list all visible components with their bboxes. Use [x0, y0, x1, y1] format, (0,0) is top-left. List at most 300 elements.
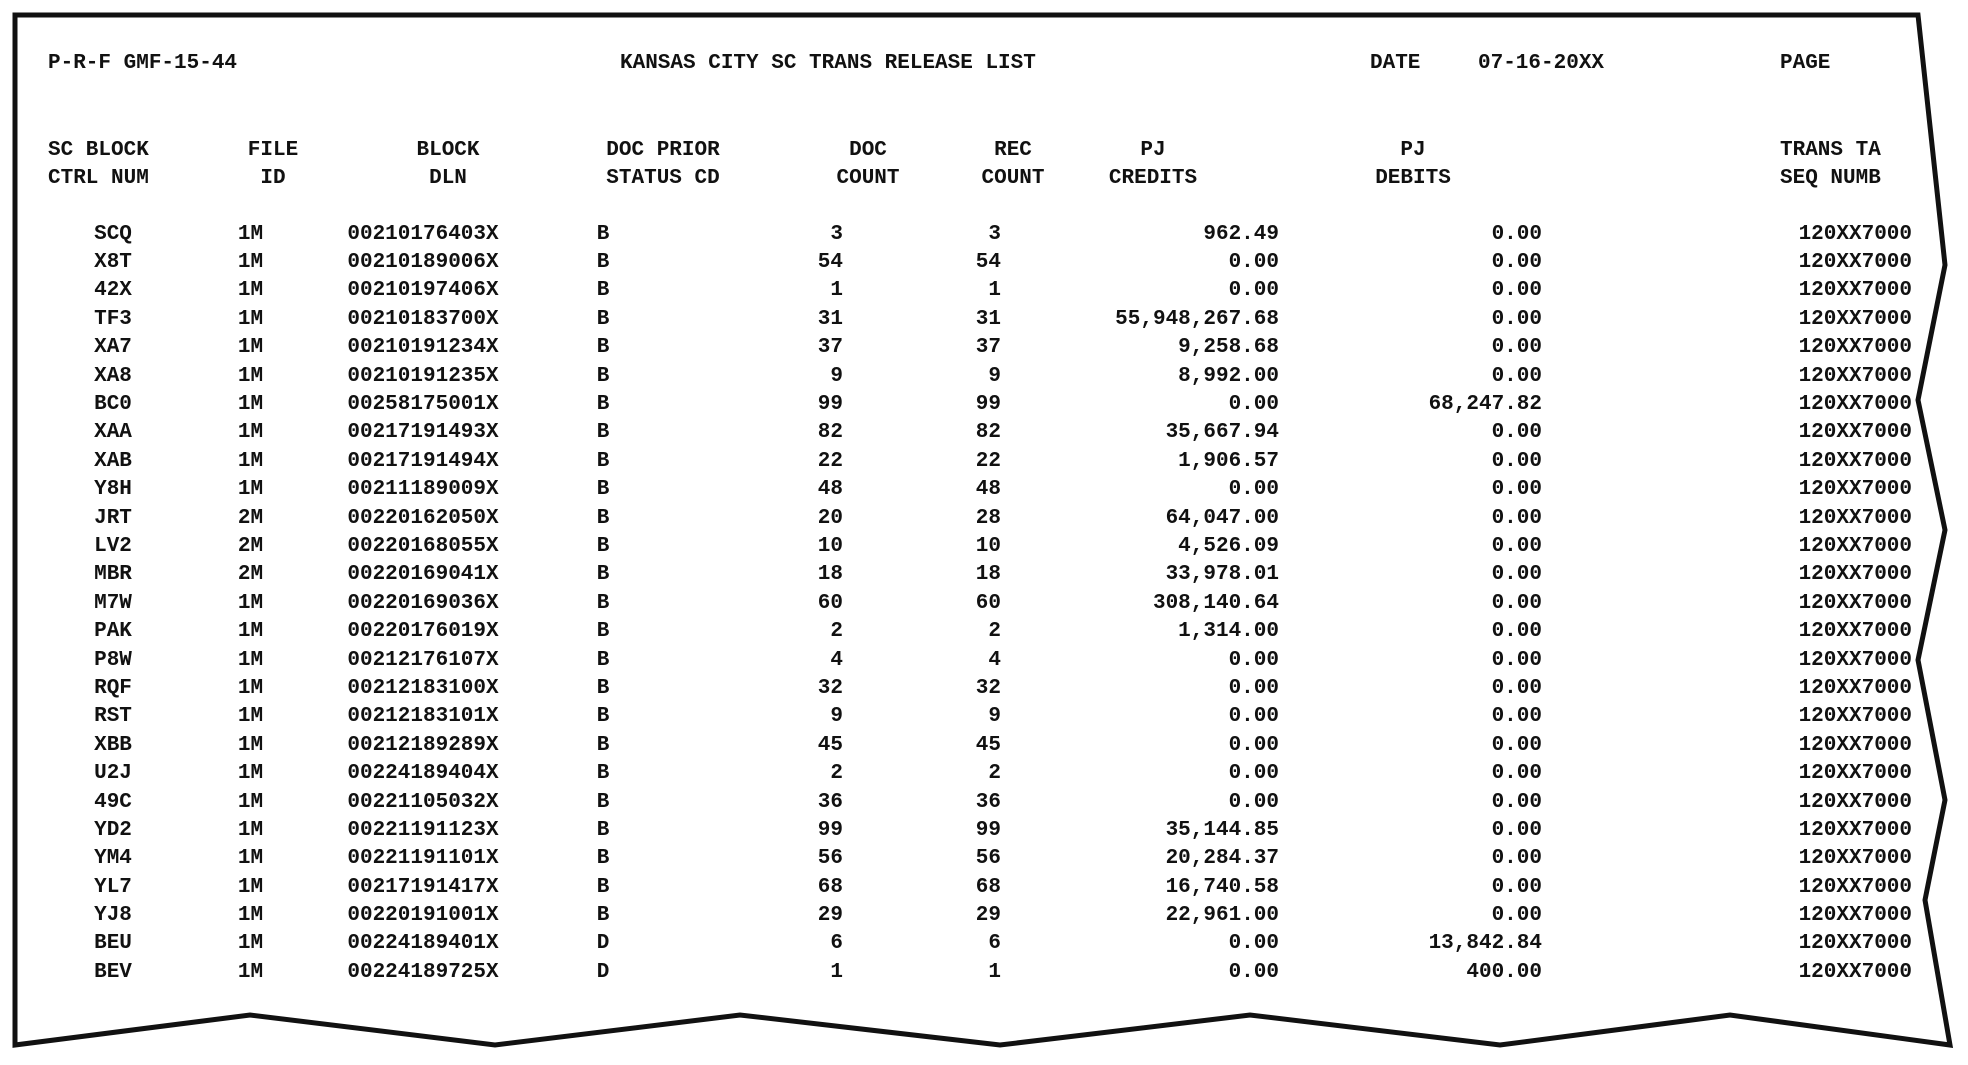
date-value: 07-16-20XX [1478, 52, 1605, 75]
cell-block-dln: 00210183700X [347, 307, 499, 331]
cell-pj-debits: 0.00 [1491, 279, 1542, 303]
cell-block-dln: 00220191001X [347, 904, 499, 928]
cell-block-dln: 00224189725X [347, 960, 499, 984]
cell-status-cd: B [596, 762, 610, 786]
cell-doc-count: 37 [817, 336, 843, 360]
cell-pj-debits: 0.00 [1491, 307, 1542, 331]
cell-doc-count: 68 [817, 875, 843, 899]
table-row [48, 419, 1912, 447]
cell-pj-credits: 8,992.00 [1178, 364, 1279, 388]
cell-block-dln: 00220169041X [347, 563, 499, 587]
cell-block-dln: 00221105032X [347, 790, 499, 814]
cell-pj-debits: 0.00 [1491, 534, 1542, 558]
cell-doc-count: 31 [817, 307, 843, 331]
cell-block-dln: 00212189289X [347, 733, 499, 757]
cell-rec-count: 37 [975, 336, 1001, 360]
cell-ctrl-num: RQF [94, 676, 132, 700]
cell-rec-count: 29 [975, 904, 1001, 928]
cell-ctrl-num: PAK [94, 620, 132, 644]
cell-seq-numb: 120XX7000 [1798, 279, 1912, 303]
column-header-rec-count [938, 137, 1088, 193]
table-row [48, 561, 1912, 589]
cell-file-id: 1M [237, 818, 264, 842]
cell-pj-credits: 0.00 [1228, 960, 1279, 984]
cell-block-dln: 00220168055X [347, 534, 499, 558]
cell-seq-numb: 120XX7000 [1798, 307, 1912, 331]
column-header-block-dln [348, 137, 548, 193]
table-row [48, 390, 1912, 418]
cell-rec-count: 31 [975, 307, 1001, 331]
cell-pj-credits: 0.00 [1228, 648, 1279, 672]
cell-pj-credits: 0.00 [1228, 705, 1279, 729]
cell-status-cd: B [596, 421, 610, 445]
cell-doc-count: 60 [817, 591, 843, 615]
cell-status-cd: B [596, 307, 610, 331]
column-header-line1: DOC PRIOR [606, 139, 720, 162]
cell-ctrl-num: YL7 [94, 875, 132, 899]
table-row [48, 305, 1912, 333]
cell-file-id: 1M [237, 336, 264, 360]
cell-seq-numb: 120XX7000 [1798, 506, 1912, 530]
cell-pj-credits: 0.00 [1228, 393, 1279, 417]
cell-block-dln: 00212176107X [347, 648, 499, 672]
table-row [48, 845, 1912, 873]
cell-pj-debits: 13,842.84 [1428, 932, 1542, 956]
cell-seq-numb: 120XX7000 [1798, 705, 1912, 729]
cell-rec-count: 3 [988, 222, 1001, 246]
table-row [48, 504, 1912, 532]
cell-block-dln: 00217191493X [347, 421, 499, 445]
column-header-line2: COUNT [981, 167, 1045, 190]
cell-status-cd: B [596, 534, 610, 558]
cell-seq-numb: 120XX7000 [1798, 421, 1912, 445]
cell-status-cd: B [596, 875, 610, 899]
cell-doc-count: 3 [830, 222, 843, 246]
cell-pj-debits: 0.00 [1491, 705, 1542, 729]
cell-rec-count: 10 [975, 534, 1001, 558]
cell-seq-numb: 120XX7000 [1798, 222, 1912, 246]
cell-file-id: 1M [237, 279, 264, 303]
column-header-line1: BLOCK [416, 139, 480, 162]
cell-rec-count: 60 [975, 591, 1001, 615]
cell-status-cd: B [596, 506, 610, 530]
cell-file-id: 1M [237, 421, 264, 445]
column-header-line2: COUNT [836, 167, 900, 190]
cell-rec-count: 32 [975, 676, 1001, 700]
cell-pj-credits: 1,906.57 [1178, 449, 1279, 473]
column-header-line1: REC [994, 139, 1032, 162]
cell-pj-credits: 4,526.09 [1178, 534, 1279, 558]
column-header-line1: DOC [849, 139, 887, 162]
cell-file-id: 1M [237, 251, 264, 275]
cell-pj-debits: 0.00 [1491, 222, 1542, 246]
table-row [48, 788, 1912, 816]
cell-rec-count: 28 [975, 506, 1001, 530]
cell-file-id: 1M [237, 733, 264, 757]
cell-seq-numb: 120XX7000 [1798, 790, 1912, 814]
column-header-line2: DLN [429, 167, 467, 190]
cell-doc-count: 2 [830, 620, 843, 644]
cell-doc-count: 9 [830, 705, 843, 729]
cell-block-dln: 00217191417X [347, 875, 499, 899]
cell-seq-numb: 120XX7000 [1798, 847, 1912, 871]
cell-status-cd: B [596, 364, 610, 388]
cell-pj-credits: 962.49 [1203, 222, 1279, 246]
cell-file-id: 2M [237, 534, 264, 558]
cell-status-cd: D [596, 932, 610, 956]
cell-ctrl-num: MBR [94, 563, 132, 587]
cell-pj-debits: 68,247.82 [1428, 393, 1542, 417]
cell-seq-numb: 120XX7000 [1798, 534, 1912, 558]
cell-pj-credits: 35,144.85 [1165, 818, 1279, 842]
page-label: PAGE [1780, 52, 1831, 75]
cell-doc-count: 99 [817, 393, 843, 417]
cell-pj-debits: 0.00 [1491, 818, 1542, 842]
report-title: KANSAS CITY SC TRANS RELEASE LIST [620, 52, 1036, 75]
table-row [48, 731, 1912, 759]
cell-seq-numb: 120XX7000 [1798, 336, 1912, 360]
cell-doc-count: 1 [830, 279, 843, 303]
cell-pj-credits: 9,258.68 [1178, 336, 1279, 360]
cell-doc-count: 20 [817, 506, 843, 530]
cell-block-dln: 00221191101X [347, 847, 499, 871]
cell-pj-debits: 0.00 [1491, 733, 1542, 757]
cell-status-cd: B [596, 222, 610, 246]
cell-pj-debits: 0.00 [1491, 904, 1542, 928]
cell-rec-count: 1 [988, 960, 1001, 984]
cell-block-dln: 00224189401X [347, 932, 499, 956]
cell-pj-debits: 0.00 [1491, 847, 1542, 871]
cell-ctrl-num: TF3 [94, 307, 132, 331]
cell-doc-count: 54 [817, 251, 843, 275]
cell-pj-credits: 0.00 [1228, 279, 1279, 303]
cell-seq-numb: 120XX7000 [1798, 904, 1912, 928]
cell-ctrl-num: 42X [94, 279, 132, 303]
cell-block-dln: 00212183100X [347, 676, 499, 700]
cell-ctrl-num: YD2 [94, 818, 132, 842]
cell-block-dln: 00258175001X [347, 393, 499, 417]
cell-ctrl-num: BC0 [94, 393, 132, 417]
cell-rec-count: 48 [975, 478, 1001, 502]
column-header-pj-debits [1338, 137, 1488, 193]
cell-seq-numb: 120XX7000 [1798, 818, 1912, 842]
table-row [48, 646, 1912, 674]
cell-block-dln: 00220176019X [347, 620, 499, 644]
release-list-sheet [48, 40, 1928, 1030]
cell-pj-debits: 0.00 [1491, 563, 1542, 587]
cell-status-cd: B [596, 733, 610, 757]
cell-block-dln: 00210189006X [347, 251, 499, 275]
cell-doc-count: 4 [830, 648, 843, 672]
cell-ctrl-num: BEU [94, 932, 132, 956]
cell-doc-count: 2 [830, 762, 843, 786]
cell-block-dln: 00212183101X [347, 705, 499, 729]
cell-status-cd: B [596, 591, 610, 615]
cell-pj-debits: 0.00 [1491, 364, 1542, 388]
cell-pj-credits: 0.00 [1228, 676, 1279, 700]
cell-block-dln: 00210191235X [347, 364, 499, 388]
cell-pj-debits: 0.00 [1491, 620, 1542, 644]
table-row [48, 362, 1912, 390]
column-header-seq-numb [1780, 137, 1930, 193]
cell-doc-count: 56 [817, 847, 843, 871]
cell-status-cd: D [596, 960, 610, 984]
cell-pj-debits: 0.00 [1491, 251, 1542, 275]
cell-rec-count: 56 [975, 847, 1001, 871]
cell-status-cd: B [596, 705, 610, 729]
cell-pj-credits: 33,978.01 [1165, 563, 1279, 587]
cell-pj-credits: 0.00 [1228, 478, 1279, 502]
cell-pj-debits: 0.00 [1491, 790, 1542, 814]
cell-seq-numb: 120XX7000 [1798, 875, 1912, 899]
cell-pj-debits: 0.00 [1491, 336, 1542, 360]
column-header-line1: SC BLOCK [48, 139, 149, 162]
cell-pj-credits: 0.00 [1228, 251, 1279, 275]
cell-rec-count: 6 [988, 932, 1001, 956]
cell-rec-count: 99 [975, 818, 1001, 842]
cell-seq-numb: 120XX7000 [1798, 960, 1912, 984]
table-row [48, 220, 1912, 248]
table-row [48, 759, 1912, 787]
cell-status-cd: B [596, 847, 610, 871]
cell-file-id: 1M [237, 364, 264, 388]
cell-seq-numb: 120XX7000 [1798, 449, 1912, 473]
cell-seq-numb: 120XX7000 [1798, 932, 1912, 956]
cell-file-id: 1M [237, 222, 264, 246]
cell-status-cd: B [596, 478, 610, 502]
cell-ctrl-num: YJ8 [94, 904, 132, 928]
cell-pj-credits: 0.00 [1228, 932, 1279, 956]
cell-pj-debits: 0.00 [1491, 648, 1542, 672]
cell-doc-count: 6 [830, 932, 843, 956]
column-header-line1: PJ [1140, 139, 1166, 162]
cell-ctrl-num: LV2 [94, 534, 132, 558]
cell-file-id: 2M [237, 563, 264, 587]
cell-ctrl-num: M7W [94, 591, 132, 615]
cell-seq-numb: 120XX7000 [1798, 364, 1912, 388]
cell-seq-numb: 120XX7000 [1798, 762, 1912, 786]
column-header-line2: ID [260, 167, 286, 190]
table-row [48, 873, 1912, 901]
cell-doc-count: 82 [817, 421, 843, 445]
cell-file-id: 1M [237, 705, 264, 729]
cell-file-id: 1M [237, 393, 264, 417]
table-row [48, 958, 1912, 986]
cell-status-cd: B [596, 279, 610, 303]
cell-rec-count: 2 [988, 762, 1001, 786]
cell-block-dln: 00210197406X [347, 279, 499, 303]
cell-pj-credits: 308,140.64 [1152, 591, 1279, 615]
cell-file-id: 1M [237, 478, 264, 502]
table-row [48, 334, 1912, 362]
cell-rec-count: 9 [988, 364, 1001, 388]
cell-file-id: 1M [237, 676, 264, 700]
cell-rec-count: 22 [975, 449, 1001, 473]
cell-rec-count: 82 [975, 421, 1001, 445]
cell-doc-count: 48 [817, 478, 843, 502]
cell-ctrl-num: JRT [94, 506, 132, 530]
cell-status-cd: B [596, 620, 610, 644]
cell-file-id: 1M [237, 875, 264, 899]
table-row [48, 476, 1912, 504]
cell-doc-count: 36 [817, 790, 843, 814]
cell-doc-count: 99 [817, 818, 843, 842]
cell-status-cd: B [596, 563, 610, 587]
cell-seq-numb: 120XX7000 [1798, 478, 1912, 502]
report-code: P-R-F GMF-15-44 [48, 52, 238, 75]
cell-pj-debits: 0.00 [1491, 421, 1542, 445]
cell-pj-credits: 22,961.00 [1165, 904, 1279, 928]
release-table [48, 220, 1912, 987]
cell-seq-numb: 120XX7000 [1798, 563, 1912, 587]
cell-ctrl-num: U2J [94, 762, 132, 786]
cell-seq-numb: 120XX7000 [1798, 591, 1912, 615]
cell-ctrl-num: Y8H [94, 478, 132, 502]
column-header-line2: SEQ NUMB [1780, 167, 1881, 190]
cell-block-dln: 00220162050X [347, 506, 499, 530]
cell-block-dln: 00211189009X [347, 478, 499, 502]
cell-rec-count: 99 [975, 393, 1001, 417]
cell-rec-count: 45 [975, 733, 1001, 757]
cell-file-id: 1M [237, 904, 264, 928]
cell-block-dln: 00210176403X [347, 222, 499, 246]
cell-pj-debits: 400.00 [1466, 960, 1542, 984]
cell-file-id: 1M [237, 449, 264, 473]
cell-status-cd: B [596, 790, 610, 814]
cell-block-dln: 00224189404X [347, 762, 499, 786]
cell-file-id: 1M [237, 307, 264, 331]
cell-file-id: 1M [237, 932, 264, 956]
cell-doc-count: 32 [817, 676, 843, 700]
table-row [48, 816, 1912, 844]
table-row [48, 901, 1912, 929]
cell-pj-credits: 0.00 [1228, 790, 1279, 814]
cell-rec-count: 9 [988, 705, 1001, 729]
cell-rec-count: 2 [988, 620, 1001, 644]
cell-seq-numb: 120XX7000 [1798, 733, 1912, 757]
cell-block-dln: 00217191494X [347, 449, 499, 473]
cell-ctrl-num: XA8 [94, 364, 132, 388]
cell-seq-numb: 120XX7000 [1798, 676, 1912, 700]
cell-ctrl-num: XBB [94, 733, 132, 757]
cell-ctrl-num: SCQ [94, 222, 132, 246]
table-row [48, 248, 1912, 276]
cell-pj-debits: 0.00 [1491, 676, 1542, 700]
cell-status-cd: B [596, 336, 610, 360]
cell-pj-credits: 64,047.00 [1165, 506, 1279, 530]
cell-file-id: 1M [237, 648, 264, 672]
cell-status-cd: B [596, 904, 610, 928]
cell-doc-count: 9 [830, 364, 843, 388]
table-row [48, 930, 1912, 958]
cell-pj-debits: 0.00 [1491, 478, 1542, 502]
column-header-pj-credits [1078, 137, 1228, 193]
cell-block-dln: 00220169036X [347, 591, 499, 615]
cell-file-id: 2M [237, 506, 264, 530]
cell-ctrl-num: 49C [94, 790, 132, 814]
cell-doc-count: 45 [817, 733, 843, 757]
cell-rec-count: 68 [975, 875, 1001, 899]
cell-pj-debits: 0.00 [1491, 591, 1542, 615]
table-row [48, 703, 1912, 731]
cell-seq-numb: 120XX7000 [1798, 648, 1912, 672]
cell-file-id: 1M [237, 790, 264, 814]
cell-pj-credits: 0.00 [1228, 733, 1279, 757]
cell-rec-count: 18 [975, 563, 1001, 587]
cell-file-id: 1M [237, 620, 264, 644]
table-row [48, 447, 1912, 475]
cell-seq-numb: 120XX7000 [1798, 393, 1912, 417]
cell-doc-count: 22 [817, 449, 843, 473]
column-header-line2: CTRL NUM [48, 167, 149, 190]
cell-seq-numb: 120XX7000 [1798, 620, 1912, 644]
cell-pj-credits: 20,284.37 [1165, 847, 1279, 871]
cell-ctrl-num: XAB [94, 449, 132, 473]
cell-ctrl-num: P8W [94, 648, 132, 672]
cell-pj-credits: 16,740.58 [1165, 875, 1279, 899]
cell-status-cd: B [596, 449, 610, 473]
column-header-line1: PJ [1400, 139, 1426, 162]
cell-pj-credits: 35,667.94 [1165, 421, 1279, 445]
cell-doc-count: 18 [817, 563, 843, 587]
column-header-line2: DEBITS [1375, 167, 1451, 190]
cell-file-id: 1M [237, 960, 264, 984]
cell-pj-credits: 1,314.00 [1178, 620, 1279, 644]
date-label: DATE [1370, 52, 1421, 75]
cell-pj-debits: 0.00 [1491, 449, 1542, 473]
column-header-line1: FILE [247, 139, 299, 162]
cell-doc-count: 1 [830, 960, 843, 984]
cell-file-id: 1M [237, 847, 264, 871]
cell-block-dln: 00221191123X [347, 818, 499, 842]
cell-seq-numb: 120XX7000 [1798, 251, 1912, 275]
cell-ctrl-num: XAA [94, 421, 132, 445]
cell-file-id: 1M [237, 762, 264, 786]
cell-doc-count: 29 [817, 904, 843, 928]
cell-rec-count: 36 [975, 790, 1001, 814]
cell-pj-credits: 0.00 [1228, 762, 1279, 786]
column-header-line1: TRANS TA [1780, 139, 1881, 162]
cell-ctrl-num: X8T [94, 251, 132, 275]
cell-rec-count: 4 [988, 648, 1001, 672]
table-row [48, 277, 1912, 305]
column-header-doc-count [788, 137, 948, 193]
column-header-ctrl-num [48, 137, 178, 193]
cell-block-dln: 00210191234X [347, 336, 499, 360]
table-row [48, 532, 1912, 560]
table-row [48, 674, 1912, 702]
cell-ctrl-num: BEV [94, 960, 132, 984]
cell-rec-count: 1 [988, 279, 1001, 303]
cell-rec-count: 54 [975, 251, 1001, 275]
cell-pj-debits: 0.00 [1491, 875, 1542, 899]
cell-status-cd: B [596, 393, 610, 417]
table-row [48, 589, 1912, 617]
cell-ctrl-num: YM4 [94, 847, 132, 871]
column-header-status-cd [553, 137, 773, 193]
cell-status-cd: B [596, 251, 610, 275]
cell-status-cd: B [596, 648, 610, 672]
cell-doc-count: 10 [817, 534, 843, 558]
cell-status-cd: B [596, 818, 610, 842]
cell-ctrl-num: RST [94, 705, 132, 729]
cell-status-cd: B [596, 676, 610, 700]
cell-ctrl-num: XA7 [94, 336, 132, 360]
cell-file-id: 1M [237, 591, 264, 615]
column-header-line2: CREDITS [1108, 167, 1198, 190]
cell-pj-debits: 0.00 [1491, 762, 1542, 786]
cell-pj-debits: 0.00 [1491, 506, 1542, 530]
